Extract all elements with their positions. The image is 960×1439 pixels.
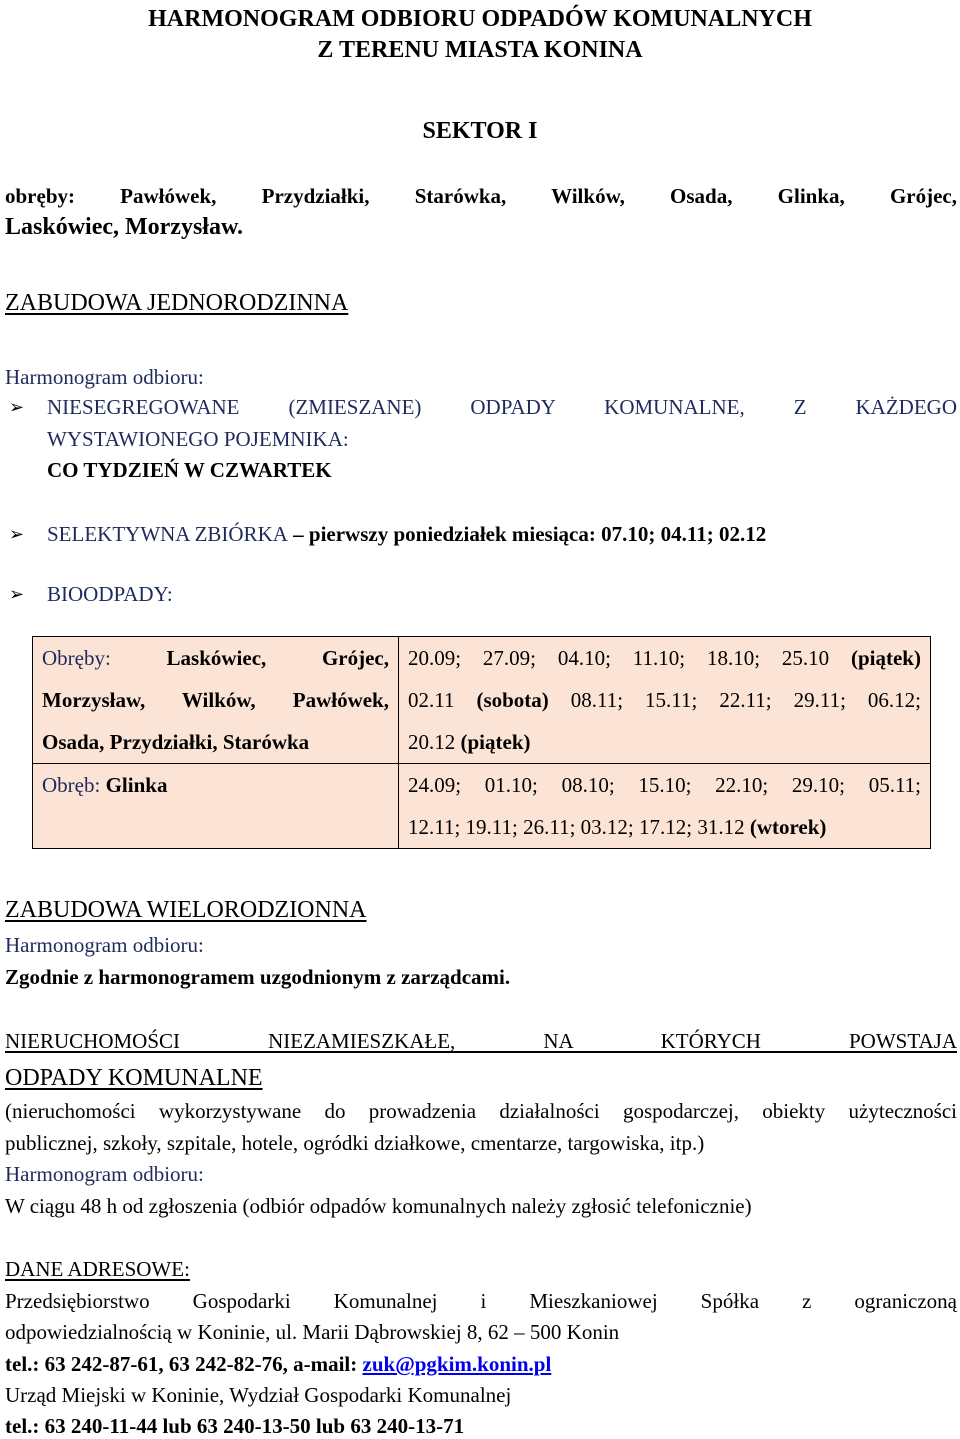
company-name-line-1: Przedsiębiorstwo Gospodarki Komunalnej i Mieszkaniowej Spółka z ograniczoną [5, 1289, 957, 1313]
table-cell-dates [399, 764, 931, 849]
area-line: Obręby: Laskówiec, Grójec, [42, 646, 389, 670]
email-link[interactable]: zuk@pgkim.konin.pl [362, 1352, 552, 1376]
date-line: 12.11; 19.11; 26.11; 03.12; 17.12; 31.12 (wtorek) [408, 815, 827, 839]
area-line: Morzysław, Wilków, Pawłówek, [42, 688, 389, 712]
mixed-waste-line-1: NIESEGREGOWANE (ZMIESZANE) ODPADY KOMUNALNE, Z KAŻDEGO [47, 395, 957, 419]
table-cell-dates [399, 637, 931, 764]
selective-collection-dates: – pierwszy poniedziałek miesiąca: 07.10; 04.11; 02.12 [287, 522, 767, 546]
non-residential-schedule-text: W ciągu 48 h od zgłoszenia (odbiór odpadów komunalnych należy zgłosić telefonicznie) [5, 1194, 752, 1218]
table-cell-area [33, 637, 399, 764]
multi-family-schedule-text: Zgodnie z harmonogramem uzgodnionym z zarządcami. [5, 965, 511, 989]
non-residential-description-line-2: publicznej, szkoły, szpitale, hotele, ogródki działkowe, cmentarze, targowiska, itp.) [5, 1131, 705, 1155]
date-line: 20.12 (piątek) [408, 730, 531, 754]
area-line: Obręb: Glinka [42, 773, 168, 797]
bio-waste-label: BIOODPADY: [47, 582, 173, 606]
table-row [33, 764, 931, 849]
selective-collection-label: SELEKTYWNA ZBIÓRKA [47, 522, 288, 546]
date-line: 02.11 (sobota) 08.11; 15.11; 22.11; 29.11; 06.12; [408, 688, 921, 712]
address-heading: DANE ADRESOWE: [5, 1257, 190, 1281]
area-prefix: Obręb: [42, 773, 106, 797]
city-office-name: Urząd Miejski w Koninie, Wydział Gospodarki Komunalnej [5, 1383, 512, 1407]
districts-line-1: obręby: Pawłówek, Przydziałki, Starówka, Wilków, Osada, Glinka, Grójec, [5, 184, 957, 208]
districts-line-2: Laskówiec, Morzysław. [5, 214, 243, 240]
non-residential-heading-line-1: NIERUCHOMOŚCI NIEZAMIESZKAŁE, NA KTÓRYCH POWSTAJA [5, 1029, 957, 1053]
arrow-bullet-icon: ➢ [9, 397, 25, 417]
company-phones-line [5, 1351, 551, 1377]
multi-family-schedule-label: Harmonogram odbioru: [5, 933, 204, 957]
area-line: Osada, Przydziałki, Starówka [42, 730, 310, 754]
company-phones: tel.: 63 242-87-61, 63 242-82-76, a-mail: [5, 1352, 363, 1376]
table-cell-area [33, 764, 399, 849]
mixed-waste-frequency: CO TYDZIEŃ W CZWARTEK [47, 458, 332, 482]
non-residential-description-line-1: (nieruchomości wykorzystywane do prowadzenia działalności gospodarczej, obiekty użyteczności [5, 1099, 957, 1123]
arrow-bullet-icon: ➢ [9, 584, 25, 604]
document-title-line-2: Z TERENU MIASTA KONINA [317, 37, 643, 63]
arrow-bullet-icon: ➢ [9, 524, 25, 544]
area-prefix: Obręby: [42, 646, 167, 670]
multi-family-heading: ZABUDOWA WIELORODZIONNA [5, 897, 367, 923]
mixed-waste-line-2: WYSTAWIONEGO POJEMNIKA: [47, 427, 349, 451]
single-family-schedule-label: Harmonogram odbioru: [5, 365, 204, 389]
document-title-line-1: HARMONOGRAM ODBIORU ODPADÓW KOMUNALNYCH [148, 6, 812, 32]
city-office-phones: tel.: 63 240-11-44 lub 63 240-13-50 lub 63 240-13-71 [5, 1414, 465, 1438]
selective-collection-line [47, 521, 766, 547]
date-line: 24.09; 01.10; 08.10; 15.10; 22.10; 29.10; 05.11; [408, 773, 921, 797]
sector-title: SEKTOR I [422, 118, 538, 144]
single-family-heading: ZABUDOWA JEDNORODZINNA [5, 290, 349, 316]
company-name-line-2: odpowiedzialnością w Koninie, ul. Marii Dąbrowskiej 8, 62 – 500 Konin [5, 1320, 620, 1344]
non-residential-heading-line-2: ODPADY KOMUNALNE [5, 1065, 263, 1091]
table-row [33, 637, 931, 764]
non-residential-schedule-label: Harmonogram odbioru: [5, 1162, 204, 1186]
bio-waste-schedule-table [32, 636, 931, 849]
date-line: 20.09; 27.09; 04.10; 11.10; 18.10; 25.10 (piątek) [408, 646, 921, 670]
